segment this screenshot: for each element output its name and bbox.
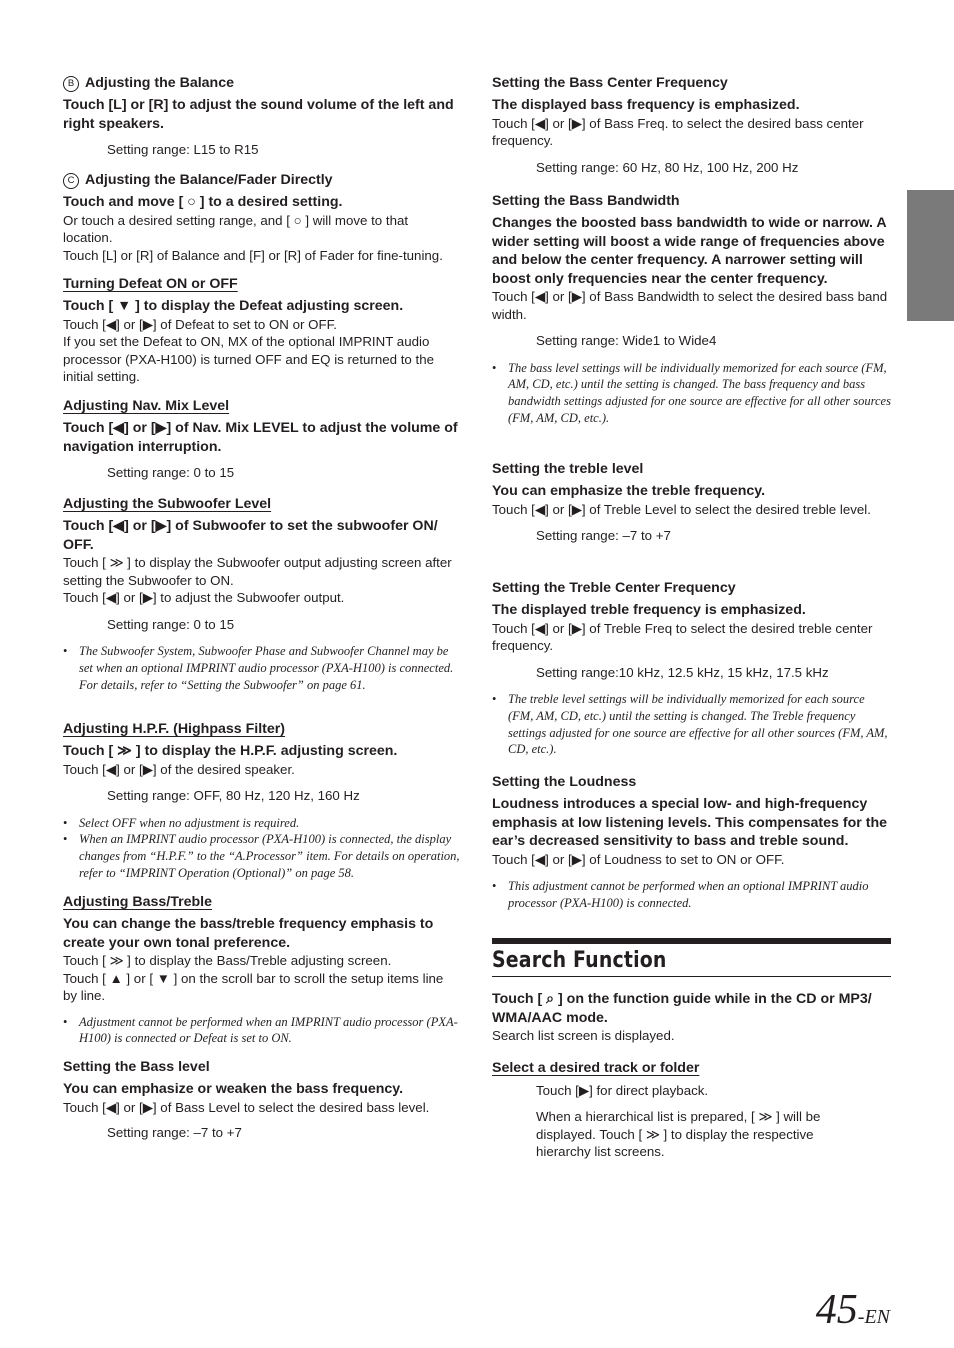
subwoofer-body: Touch [ ≫ ] to display the Subwoofer output adjusting screen after setting the Subwoofer to ON.: [63, 555, 452, 588]
defeat-body-2: If you set the Defeat to ON, MX of the optional IMPRINT audio processor (PXA-H100) is turned OFF and EQ is returned to the initial setting.: [63, 334, 434, 384]
basscenter-instruction: The displayed bass frequency is emphasized.: [492, 97, 800, 113]
heading-bottom-rule: [492, 976, 891, 977]
defeat-body: Touch [◀] or [▶] of Defeat to set to ON or OFF.: [63, 316, 337, 332]
basstreble-instruction: You can change the bass/treble frequency emphasis to create your own tonal preference.: [63, 916, 434, 951]
page-number-suffix: -EN: [857, 1306, 890, 1328]
bassbw-range: Setting range: Wide1 to Wide4: [536, 333, 717, 348]
treblecenter-note: • The treble level settings will be individually memorized for each source (FM, AM, CD, etc.) until the setting is changed. The Treble frequency settings adjusted for one source are effective for all other sources (FM, AM, CD, etc.).: [492, 691, 891, 758]
treblecenter-title: Setting the Treble Center Frequency: [492, 580, 736, 596]
hpf-title: Adjusting H.P.F. (Highpass Filter): [63, 721, 286, 737]
page-number-value: 45: [815, 1287, 858, 1333]
bassbw-section: [492, 192, 891, 427]
subwoofer-body-2: Touch [◀] or [▶] to adjust the Subwoofer output.: [63, 590, 345, 605]
balance-section: [63, 74, 461, 159]
basstreble-body-2: Touch [ ▲ ] or [ ▼ ] on the scroll bar to scroll the setup items line by line.: [63, 970, 444, 1003]
bassbw-body: Touch [◀] or [▶] of Bass Bandwidth to select the desired bass band width.: [492, 289, 888, 322]
defeat-title: Turning Defeat ON or OFF: [63, 276, 238, 292]
navmix-title: Adjusting Nav. Mix Level: [63, 398, 230, 414]
hpf-range: Setting range: OFF, 80 Hz, 120 Hz, 160 Hz: [107, 788, 360, 803]
subwoofer-range: Setting range: 0 to 15: [107, 616, 235, 632]
treblecenter-instruction: The displayed treble frequency is emphasized.: [492, 602, 806, 618]
basslevel-section: [63, 1058, 461, 1142]
bassbw-note: • The bass level settings will be individually memorized for each source (FM, AM, CD, etc.) until the setting is changed. The bass frequency and bass bandwidth settings adjusted for one source are effective for all other sources (FM, AM, CD, etc.).: [492, 360, 891, 427]
search-step-1: Touch [▶] for direct playback.: [536, 1082, 709, 1098]
hpf-body: Touch [◀] or [▶] of the desired speaker.: [63, 761, 295, 777]
bassbw-title: Setting the Bass Bandwidth: [492, 193, 680, 209]
loudness-instruction: Loudness introduces a special low- and high-frequency emphasis at low listening levels. This compensates for the ear’s decreased sensitivity to bass and treble sound.: [492, 796, 887, 849]
navmix-instruction: Touch [◀] or [▶] of Nav. Mix LEVEL to adjust the volume of navigation interruption.: [63, 420, 458, 455]
defeat-instruction: Touch [ ▼ ] to display the Defeat adjusting screen.: [63, 298, 404, 314]
subwoofer-title: Adjusting the Subwoofer Level: [63, 496, 272, 512]
search-section: [492, 990, 891, 1161]
heading-top-rule: [492, 938, 891, 944]
treblelevel-body: Touch [◀] or [▶] of Treble Level to select the desired treble level.: [492, 501, 871, 517]
page-number: [816, 1286, 890, 1334]
hpf-section: [63, 720, 461, 882]
treblelevel-title: Setting the treble level: [492, 461, 644, 477]
basscenter-title: Setting the Bass Center Frequency: [492, 75, 728, 91]
basstreble-note: • Adjustment cannot be performed when an IMPRINT audio processor (PXA-H100) is connected or Defeat is set to ON.: [63, 1014, 461, 1048]
search-subtitle: Select a desired track or folder: [492, 1059, 700, 1076]
section-marker-c: C: [63, 173, 79, 189]
basstreble-title: Adjusting Bass/Treble: [63, 894, 213, 910]
basscenter-section: [492, 74, 891, 176]
basscenter-body: Touch [◀] or [▶] of Bass Freq. to select the desired bass center frequency.: [492, 115, 864, 148]
balance-instruction: Touch [L] or [R] to adjust the sound volume of the left and right speakers.: [63, 97, 454, 132]
loudness-title: Setting the Loudness: [492, 774, 637, 790]
hpf-note-2: • When an IMPRINT audio processor (PXA-H100) is connected, the display changes from “H.P.F.” to the “A.Processor” item. For details on operation, refer to “IMPRINT Operation (Optional)” on page 58.: [63, 831, 461, 881]
section-tab-marker: [907, 190, 954, 321]
section-marker-b: B: [63, 76, 79, 92]
hpf-note-1: • Select OFF when no adjustment is required.: [63, 815, 461, 832]
search-function-heading-block: [492, 938, 891, 977]
navmix-range: Setting range: 0 to 15: [107, 465, 235, 480]
balance-title: Adjusting the Balance: [85, 75, 234, 91]
basslevel-body: Touch [◀] or [▶] of Bass Level to select the desired bass level.: [63, 1099, 430, 1115]
fader-body-2: Touch [L] or [R] of Balance and [F] or [R] of Fader for fine-tuning.: [63, 247, 443, 263]
subwoofer-instruction: Touch [◀] or [▶] of Subwoofer to set the subwoofer ON/ OFF.: [63, 518, 438, 553]
basstreble-body: Touch [ ≫ ] to display the Bass/Treble adjusting screen.: [63, 953, 392, 968]
search-step-2: When a hierarchical list is prepared, [ ≫ ] will be displayed. Touch [ ≫ ] to display the respective hierarchy list screens.: [536, 1109, 821, 1159]
hpf-instruction: Touch [ ≫ ] to display the H.P.F. adjusting screen.: [63, 743, 398, 759]
treblelevel-section: [492, 460, 891, 545]
treblecenter-section: [492, 579, 891, 758]
subwoofer-section: [63, 495, 461, 693]
basslevel-instruction: You can emphasize or weaken the bass frequency.: [63, 1081, 404, 1097]
defeat-section: [63, 275, 461, 386]
fader-instruction: Touch and move [ ○ ] to a desired setting.: [63, 194, 343, 210]
treblelevel-instruction: You can emphasize the treble frequency.: [492, 483, 766, 499]
search-body: Search list screen is displayed.: [492, 1028, 675, 1043]
basscenter-range: Setting range: 60 Hz, 80 Hz, 100 Hz, 200 Hz: [536, 159, 799, 175]
navmix-section: [63, 397, 461, 482]
balance-range: Setting range: L15 to R15: [107, 142, 259, 157]
fader-title: Adjusting the Balance/Fader Directly: [85, 172, 333, 188]
loudness-body: Touch [◀] or [▶] of Loudness to set to ON or OFF.: [492, 851, 785, 867]
basslevel-range: Setting range: –7 to +7: [107, 1125, 242, 1140]
subwoofer-note: • The Subwoofer System, Subwoofer Phase and Subwoofer Channel may be set when an optional IMPRINT audio processor (PXA-H100) is connected. For details, refer to “Setting the Subwoofer” on page 61.: [63, 643, 461, 693]
treblecenter-range: Setting range:10 kHz, 12.5 kHz, 15 kHz, 17.5 kHz: [536, 664, 829, 680]
basslevel-title: Setting the Bass level: [63, 1059, 210, 1075]
treblecenter-body: Touch [◀] or [▶] of Treble Freq to select the desired treble center frequency.: [492, 620, 873, 653]
bassbw-instruction: Changes the boosted bass bandwidth to wide or narrow. A wider setting will boost a wide range of frequencies above and below the center frequency. A narrower setting will boost only frequencies near the center frequency.: [492, 215, 887, 287]
loudness-note: • This adjustment cannot be performed when an optional IMPRINT audio processor (PXA-H100) is connected.: [492, 878, 891, 912]
search-instruction: Touch [ ⌕ ] on the function guide while in the CD or MP3/ WMA/AAC mode.: [492, 991, 872, 1026]
fader-section: [63, 171, 461, 264]
treblelevel-range: Setting range: –7 to +7: [536, 528, 671, 543]
basstreble-section: [63, 893, 461, 1047]
search-function-heading: Search Function: [492, 948, 667, 973]
fader-body: Or touch a desired setting range, and [ ○ ] will move to that location.: [63, 212, 409, 245]
loudness-section: [492, 773, 891, 912]
